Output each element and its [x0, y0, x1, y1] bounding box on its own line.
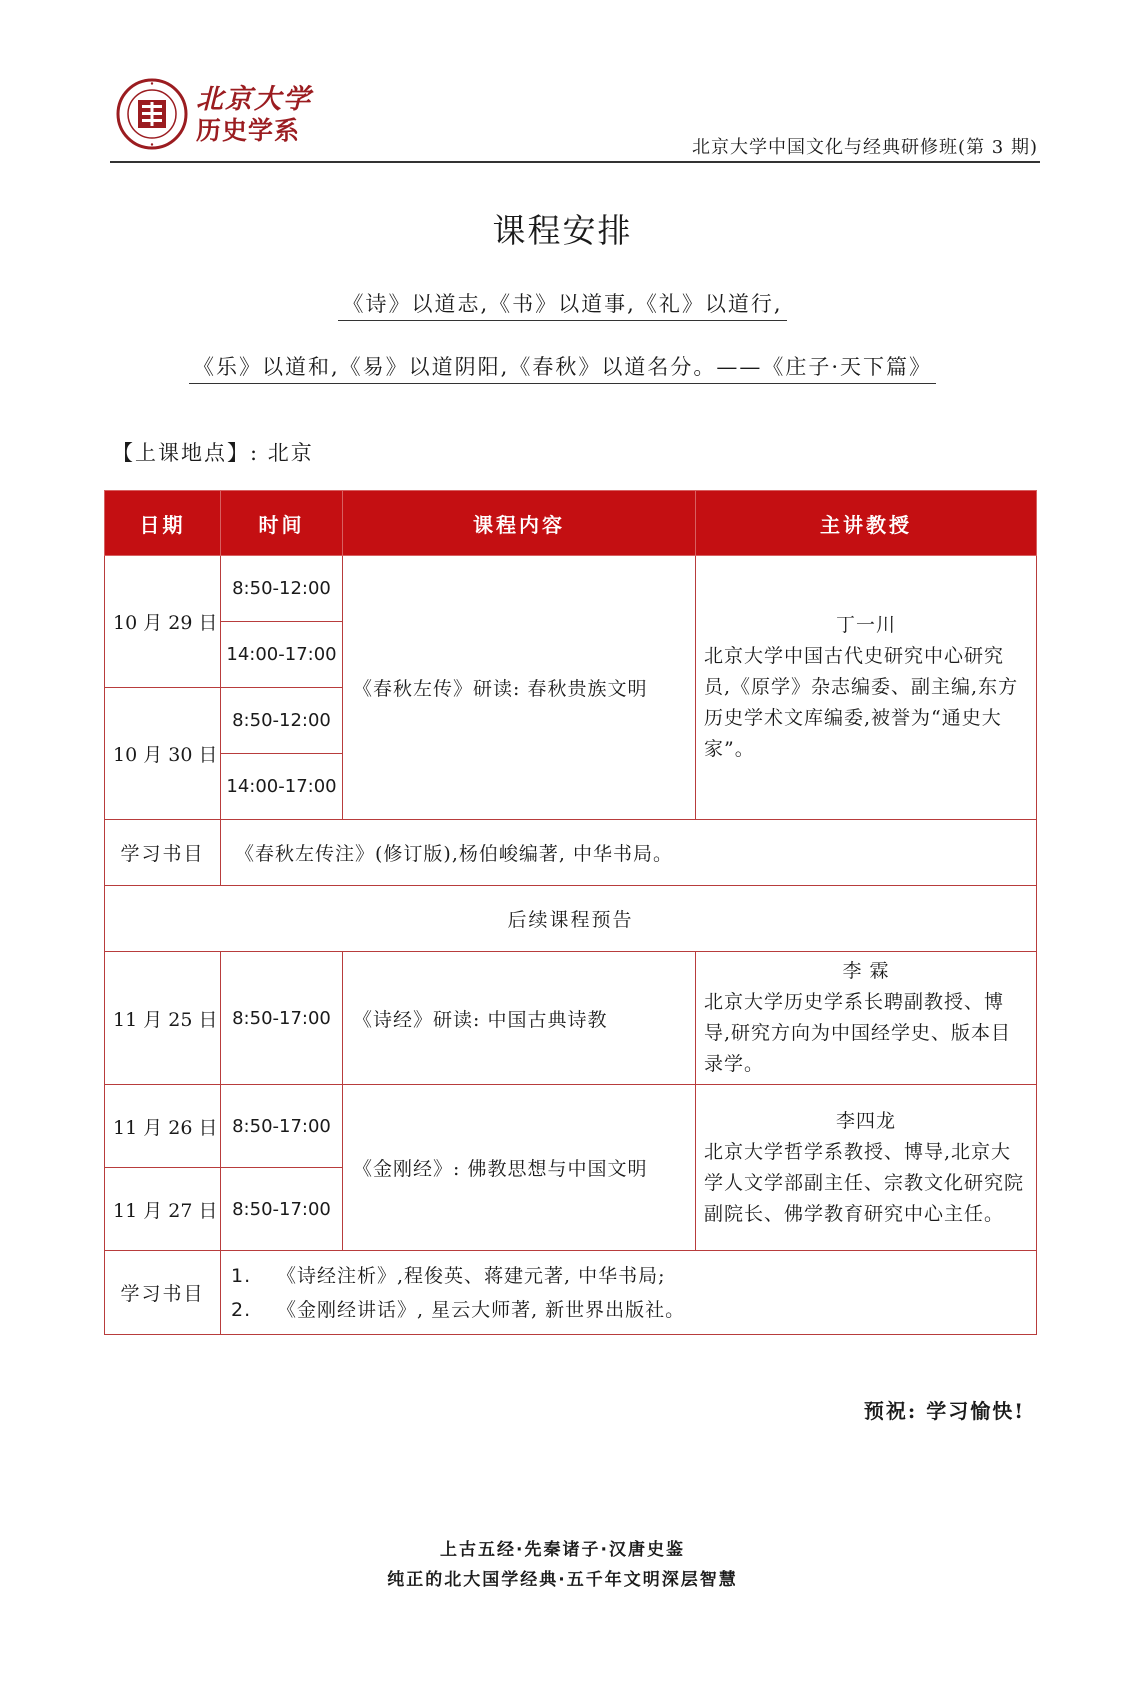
header-professor: 主讲教授 [696, 491, 1037, 556]
quote-line-2: 《乐》以道和,《易》以道阴阳,《春秋》以道名分。——《庄子·天下篇》 [0, 351, 1125, 381]
table-row [105, 1085, 1037, 1168]
table-row [105, 556, 1037, 622]
date-cell: 10 月 30 日 [105, 688, 221, 820]
time-cell: 8:50-12:00 [221, 688, 343, 754]
course-schedule-table [104, 490, 1037, 1335]
date-cell: 10 月 29 日 [105, 556, 221, 688]
professor-name: 李 霖 [842, 960, 890, 982]
time-cell: 8:50-17:00 [221, 1085, 343, 1168]
reading-list-1: 《春秋左传注》(修订版),杨伯峻编著, 中华书局。 [221, 820, 1037, 886]
time-cell: 14:00-17:00 [221, 754, 343, 820]
header-divider [110, 161, 1040, 163]
pku-history-seal-icon [116, 78, 188, 150]
table-row [105, 1251, 1037, 1335]
table-row [105, 886, 1037, 952]
course-cell: 《金刚经》: 佛教思想与中国文明 [343, 1085, 696, 1251]
course-cell: 《春秋左传》研读: 春秋贵族文明 [343, 556, 696, 820]
books-label: 学习书目 [105, 1251, 221, 1335]
time-cell: 14:00-17:00 [221, 622, 343, 688]
reading-item: 1. 《诗经注析》,程俊英、蒋建元著, 中华书局; [231, 1264, 666, 1287]
table-row [105, 820, 1037, 886]
professor-cell [696, 556, 1037, 820]
footer-slogan-2: 纯正的北大国学经典·五千年文明深层智慧 [387, 1570, 738, 1590]
professor-bio: 北京大学哲学系教授、博导,北京大学人文学部副主任、宗教文化研究院副院长、佛学教育研究中心主任。 [704, 1140, 1025, 1225]
professor-cell [696, 1085, 1037, 1251]
reading-list-2 [221, 1251, 1037, 1335]
books-label: 学习书目 [105, 820, 221, 886]
time-cell: 8:50-17:00 [221, 952, 343, 1085]
table-header-row [105, 491, 1037, 556]
professor-bio: 北京大学中国古代史研究中心研究员,《原学》杂志编委、副主编,东方历史学术文库编委,被誉为“通史大家”。 [704, 645, 1019, 760]
course-cell: 《诗经》研读: 中国古典诗教 [343, 952, 696, 1085]
reading-item: 2. 《金刚经讲话》, 星云大师著, 新世界出版社。 [231, 1298, 686, 1321]
professor-name: 李四龙 [835, 1109, 896, 1132]
professor-name: 丁一川 [835, 614, 896, 636]
header-date: 日期 [105, 491, 221, 556]
time-cell: 8:50-12:00 [221, 556, 343, 622]
logo-university-name: 北京大学 [196, 84, 312, 115]
date-cell: 11 月 26 日 [105, 1085, 221, 1168]
header-time: 时间 [221, 491, 343, 556]
table-row [105, 952, 1037, 1085]
logo-department-name: 历史学系 [196, 116, 301, 145]
closing-wish: 预祝: 学习愉快! [863, 1399, 1025, 1423]
page-header [110, 78, 1040, 163]
department-logo-text [196, 84, 312, 146]
class-location: 【上课地点】: 北京 [112, 441, 314, 465]
professor-cell [696, 952, 1037, 1085]
time-cell: 8:50-17:00 [221, 1168, 343, 1251]
date-cell: 11 月 25 日 [105, 952, 221, 1085]
professor-bio: 北京大学历史学系长聘副教授、博导,研究方向为中国经学史、版本目录学。 [704, 991, 1012, 1075]
quote-line-1: 《诗》以道志,《书》以道事,《礼》以道行, [0, 288, 1125, 318]
header-course: 课程内容 [343, 491, 696, 556]
footer-slogan-1: 上古五经·先秦诸子·汉唐史鉴 [440, 1540, 685, 1560]
upcoming-courses-label: 后续课程预告 [105, 886, 1037, 952]
program-name: 北京大学中国文化与经典研修班(第 3 期) [692, 137, 1038, 158]
date-cell: 11 月 27 日 [105, 1168, 221, 1251]
page-title: 课程安排 [492, 211, 633, 250]
